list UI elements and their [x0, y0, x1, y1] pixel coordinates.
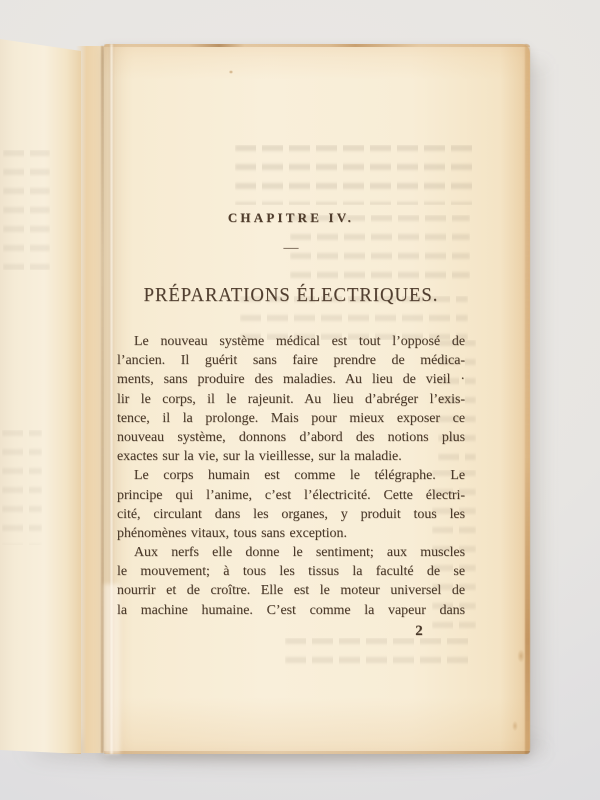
text-line: nouveau système, donnons d’abord des notions plus — [117, 429, 465, 445]
body-text — [117, 332, 465, 620]
text-line: Aux nerfs elle donne le sentiment; aux muscles — [134, 545, 465, 561]
text-line: Le corps humain est comme le télégraphe. Le — [134, 468, 465, 484]
facing-page-edge — [0, 37, 81, 755]
text-line: l’ancien. Il guérit sans faire prendre de médica- — [117, 353, 465, 369]
text-line: principe qui l’anime, c’est l’électricité. Cette électri- — [117, 487, 465, 503]
page-title: PRÉPARATIONS ÉLECTRIQUES. — [143, 285, 439, 306]
chapter-heading: CHAPITRE IV. — [227, 210, 355, 225]
signature-number: 2 — [415, 623, 423, 639]
text-line: lir le corps, il le rajeunit. Au lieu d’abréger l’exis- — [117, 391, 465, 407]
section-divider: — — [283, 240, 299, 256]
text-line: le mouvement; à tous les tissus la faculté de se — [117, 564, 465, 580]
text-line: nourrir et de croître. Elle est le moteur universel de — [117, 583, 465, 599]
text-line: tence, il la prolonge. Mais pour mieux exposer ce — [117, 410, 465, 426]
page-top-edge — [104, 44, 530, 47]
text-line: ments, sans produire des maladies. Au lieu de vieil · — [117, 372, 465, 388]
page-fore-edge — [525, 44, 530, 754]
bleedthrough-text-patch — [2, 430, 42, 545]
book-page — [104, 44, 530, 754]
bleedthrough-text-patch — [235, 145, 475, 205]
text-line: Le nouveau système médical est tout l’opposé de — [134, 334, 465, 349]
text-line: cité, circulant dans les organes, y produit tous les — [117, 506, 465, 522]
page-bottom-edge — [104, 751, 530, 754]
text-line: phénomènes vitaux, tous sans exception. — [117, 525, 347, 541]
text-line: exactes sur la vie, sur la vieillesse, sur la maladie. — [117, 449, 402, 465]
bleedthrough-text-patch — [285, 638, 470, 670]
bleedthrough-text-patch — [3, 150, 50, 270]
text-line: la machine humaine. C’est comme la vapeur dans — [117, 602, 465, 618]
